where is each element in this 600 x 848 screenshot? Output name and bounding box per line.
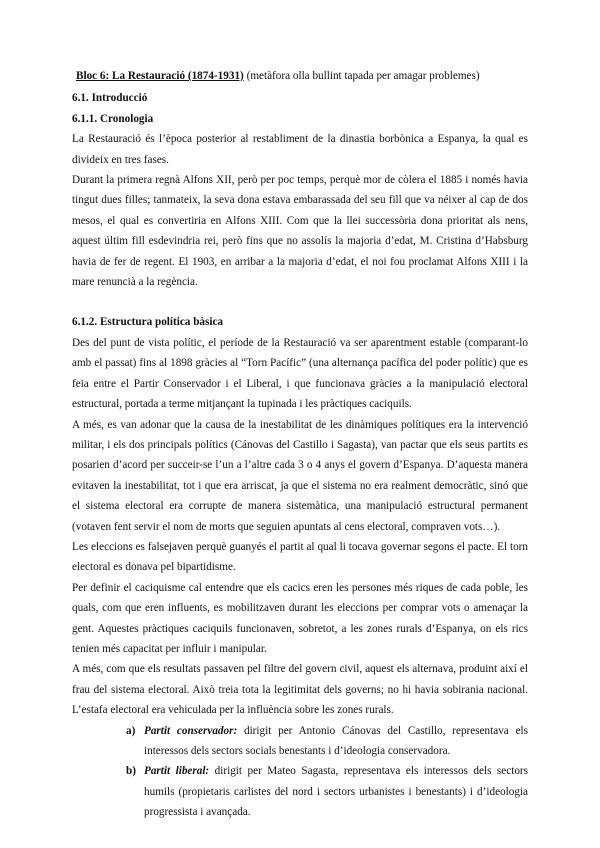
party-list	[72, 721, 528, 823]
document-title: Bloc 6: La Restauració (1874-1931)	[76, 70, 244, 82]
document-title-line	[72, 66, 528, 86]
list-marker: b)	[126, 765, 136, 778]
paragraph: A més, com que els resultats passaven pel filtre del govern civil, aquest els alternava, produint així el frau del sistema electoral. Això treia tota la legitimitat dels governs; no hi havia sobirania nacional. L’estafa electoral era vehiculada per la influència sobre les zones rurals.	[72, 663, 528, 717]
paragraph: Les eleccions es falsejaven perquè guanyés el partit al qual li tocava governar segons el pacte. El torn electoral es donava pel bipartidisme.	[72, 540, 528, 574]
paragraph: Per definir el caciquisme cal entendre que els cacics eren les persones més riques de cada poble, les quals, com que eren influents, es mobilitzaven durant les eleccions per comprar vots o amenaçar la gent. Aquestes pràctiques caciquils funcionaven, sobretot, a les zones rurals d’Espanya, on els rics tenien més capacitat per influir i manipular.	[72, 581, 528, 655]
list-marker: a)	[126, 724, 136, 737]
paragraph: Durant la primera regnà Alfons XII, però per poc temps, perquè mor de còlera el 1885 i només havia tingut dues filles; tanmateix, la seva dona estava embarassada del seu fill que va néixer al cap de dos mesos, el qual es convertiria en Alfons XIII. Com que la llei successòria dona prioritat als nens, aquest últim fill esdevindria rei, però fins que no assolís la majoria d’edat, M. Cristina d’Habsburg havia de fer de regent. El 1903, en arribar a la majoria d’edat, el noi fou proclamat Alfons XIII i la mare renuncià a la regència.	[72, 174, 528, 289]
paragraph: La Restauració és l’època posterior al restabliment de la dinastia borbònica a Espanya, la qual es divideix en tres fases.	[72, 133, 528, 166]
document-body	[72, 66, 528, 823]
section-heading-cronologia: 6.1.1. Cronologia	[72, 112, 154, 125]
paragraph: A més, es van adonar que la causa de la inestabilitat de les dinàmiques polítiques era la intervenció militar, i els dos principals polítics (Cánovas del Castillo i Sagasta), van pactar que els seus partits es posarien d’acord per succeir-se l’un a l’altre cada 3 o 4 anys el govern d’Espanya. D’aquesta manera evitaven la inestabilitat, tot i que era arriscat, ja que el sistema no era realment democràtic, sinó que el sistema electoral era corrupte de manera sistemàtica, una manipulació estructural permanent (votaven fent servir el nom de morts que seguien apuntats al cens electoral, compraven vots…).	[72, 418, 528, 533]
party-list-item	[72, 761, 528, 822]
paragraph: Des del punt de vista polític, el període de la Restauració va ser aparentment estable (comparant-lo amb el passat) fins al 1898 gràcies al “Torn Pacífic” (una alternança pacífica del poder polític) que es feia entre el Partir Conservador i el Liberal, i que funcionava gràcies a la manipulació electoral estructural, portada a terme mitjançant la tupinada i les pràctiques caciquils.	[72, 336, 528, 411]
document-subtitle: (metàfora olla bullint tapada per amagar problemes)	[246, 70, 480, 82]
spacer	[72, 292, 528, 312]
party-description: dirigit per Mateo Sagasta, representava els interessos dels sectors humils (propietaris carlistes del nord i sectors urbanistes i benestants) i d’ideologia progressista i avançada.	[144, 765, 528, 819]
party-description: dirigit per Antonio Cánovas del Castillo, representava els interessos dels sectors socials benestants i d’ideologia conservadora.	[144, 724, 528, 757]
section-heading-introduccio: 6.1. Introducció	[72, 92, 148, 105]
party-name: Partit conservador:	[144, 724, 238, 737]
party-list-item	[72, 721, 528, 762]
party-name: Partit liberal:	[144, 765, 210, 778]
section-heading-estructura-politica: 6.1.2. Estructura política bàsica	[72, 316, 224, 329]
